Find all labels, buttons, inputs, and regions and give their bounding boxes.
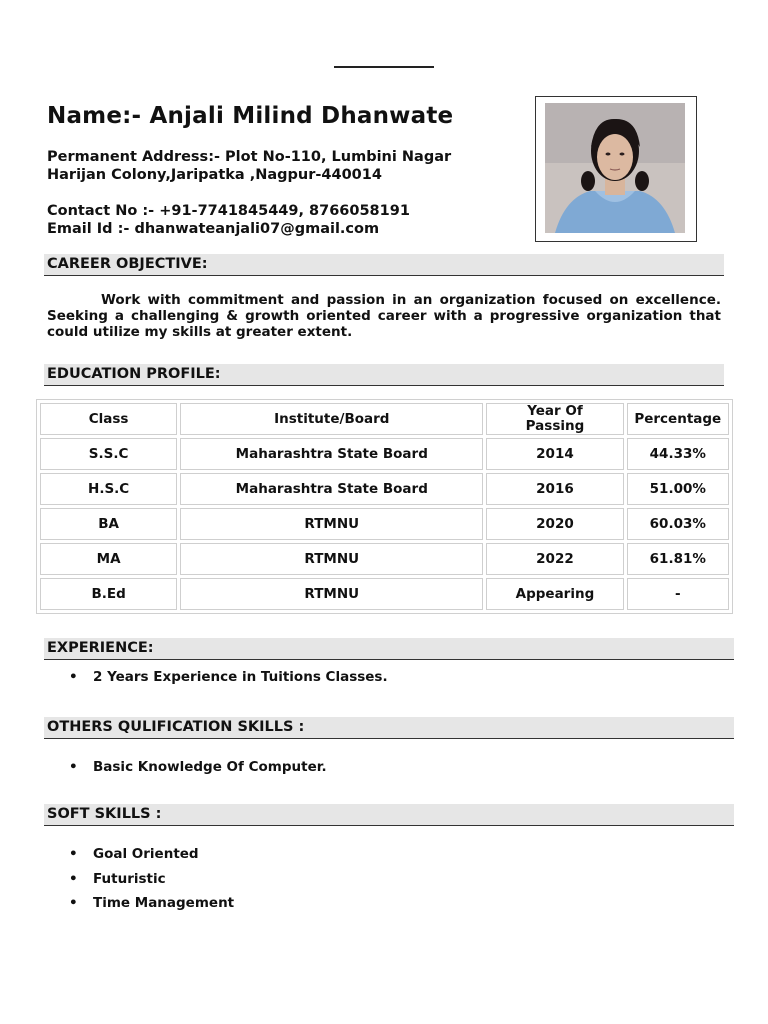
bullet-icon: •	[69, 669, 78, 685]
cell-percentage: -	[627, 578, 729, 610]
cell-institute: RTMNU	[180, 578, 483, 610]
header-class: Class	[40, 403, 177, 435]
list-item-text: Time Management	[93, 895, 235, 911]
list-item-text: Basic Knowledge Of Computer.	[93, 759, 327, 775]
cell-institute: Maharashtra State Board	[180, 473, 483, 505]
bullet-icon: •	[69, 759, 78, 775]
contact-block	[47, 202, 410, 238]
cell-class: H.S.C	[40, 473, 177, 505]
cell-class: BA	[40, 508, 177, 540]
list-item	[47, 870, 234, 895]
bullet-icon: •	[69, 870, 78, 887]
cell-class: S.S.C	[40, 438, 177, 470]
cell-institute: Maharashtra State Board	[180, 438, 483, 470]
table-row	[40, 438, 729, 470]
cell-percentage: 61.81%	[627, 543, 729, 575]
address-line-1: Permanent Address:- Plot No-110, Lumbini Nagar	[47, 149, 452, 165]
section-experience: EXPERIENCE:	[44, 638, 734, 660]
table-row	[40, 578, 729, 610]
cell-year: 2020	[486, 508, 623, 540]
other-skills-list	[47, 758, 327, 783]
section-career-objective: CAREER OBJECTIVE:	[44, 254, 724, 276]
experience-list	[47, 668, 388, 693]
contact-number: Contact No :- +91-7741845449, 8766058191	[47, 203, 410, 219]
list-item-text: Goal Oriented	[93, 846, 199, 862]
top-divider	[334, 66, 434, 68]
cell-year: 2016	[486, 473, 623, 505]
candidate-name: Name:- Anjali Milind Dhanwate	[47, 103, 454, 129]
cell-year: 2014	[486, 438, 623, 470]
list-item	[47, 894, 234, 919]
header-percentage: Percentage	[627, 403, 729, 435]
section-other-skills: OTHERS QULIFICATION SKILLS :	[44, 717, 734, 739]
bullet-icon: •	[69, 895, 78, 911]
career-objective-text	[47, 292, 721, 340]
cell-class: B.Ed	[40, 578, 177, 610]
cell-year: Appearing	[486, 578, 623, 610]
list-item	[47, 758, 327, 783]
section-soft-skills: SOFT SKILLS :	[44, 804, 734, 826]
table-row	[40, 543, 729, 575]
address-line-2: Harijan Colony,Jaripatka ,Nagpur-440014	[47, 167, 382, 183]
cell-percentage: 60.03%	[627, 508, 729, 540]
header-institute: Institute/Board	[180, 403, 483, 435]
profile-photo-frame	[535, 96, 697, 242]
header-year-label: Year Of Passing	[525, 403, 585, 434]
address-block	[47, 148, 451, 184]
cell-percentage: 51.00%	[627, 473, 729, 505]
section-education-profile: EDUCATION PROFILE:	[44, 364, 724, 386]
email-id: Email Id :- dhanwateanjali07@gmail.com	[47, 221, 380, 237]
bullet-icon: •	[69, 846, 78, 862]
table-row	[40, 508, 729, 540]
profile-photo	[545, 103, 685, 233]
cell-institute: RTMNU	[180, 543, 483, 575]
cell-year: 2022	[486, 543, 623, 575]
soft-skills-list	[47, 845, 234, 919]
list-item-text: 2 Years Experience in Tuitions Classes.	[93, 669, 388, 685]
table-header-row	[40, 403, 729, 435]
list-item	[47, 845, 234, 870]
cell-institute: RTMNU	[180, 508, 483, 540]
list-item	[47, 668, 388, 693]
header-year	[486, 403, 623, 435]
cell-percentage: 44.33%	[627, 438, 729, 470]
objective-paragraph: Work with commitment and passion in an organization focused on excellence. Seeking a challenging & growth oriented career with a progressive organization that could utilize my skills at greater extent.	[47, 292, 721, 340]
list-item-text: Futuristic	[93, 870, 166, 887]
cell-class: MA	[40, 543, 177, 575]
education-table	[36, 399, 733, 614]
table-row	[40, 473, 729, 505]
